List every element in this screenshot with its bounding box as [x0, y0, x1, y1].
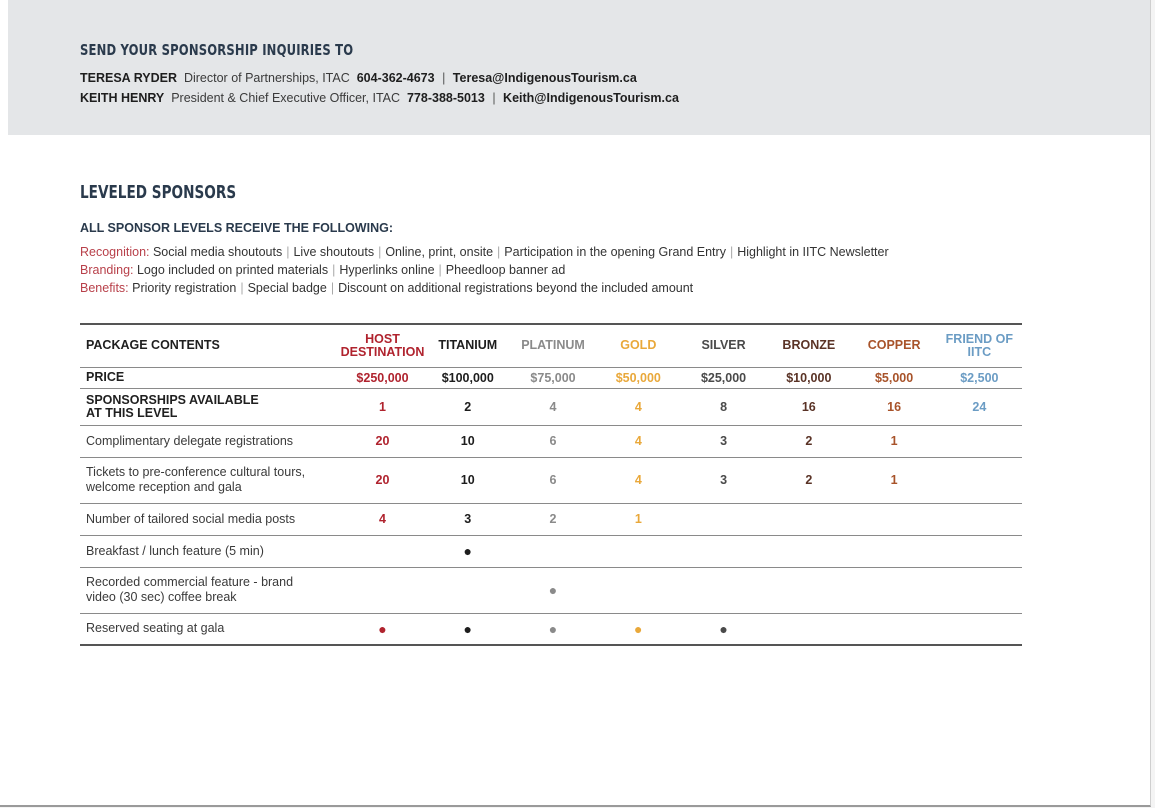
tier-name: FRIEND OF [945, 331, 1014, 346]
row-label [80, 503, 340, 535]
value-cell: 2 [766, 457, 851, 503]
value-cell [851, 567, 936, 613]
contact-keith [80, 91, 679, 105]
availability-label-line: SPONSORSHIPS AVAILABLE [86, 392, 259, 407]
tier-name: BRONZE [782, 338, 836, 353]
included-dot-icon: ● [596, 613, 681, 645]
value-cell [937, 503, 1022, 535]
value-cell: 10 [425, 425, 510, 457]
separator: | [286, 245, 290, 259]
availability-cell: 1 [340, 388, 425, 425]
tier-header [596, 324, 681, 367]
benefit-item: Logo included on printed materials [136, 263, 329, 277]
value-cell: 1 [851, 457, 936, 503]
price-cell: $100,000 [425, 367, 510, 388]
value-cell [596, 567, 681, 613]
contact-name: KEITH HENRY [80, 91, 165, 105]
availability-label [80, 388, 340, 425]
separator: | [240, 281, 244, 295]
value-cell: 6 [510, 425, 595, 457]
value-cell: 2 [510, 503, 595, 535]
tier-header [340, 324, 425, 367]
row-label-line: Breakfast / lunch feature (5 min) [86, 543, 264, 558]
value-cell [851, 613, 936, 645]
row-label [80, 535, 340, 567]
benefit-category-label: Branding: [80, 263, 137, 277]
price-cell: $75,000 [510, 367, 595, 388]
availability-cell: 4 [596, 388, 681, 425]
row-label-line: Complimentary delegate registrations [86, 433, 294, 448]
tier-name-line2: DESTINATION [340, 344, 425, 359]
contact-role: President & Chief Executive Officer, ITAC [171, 91, 401, 105]
benefit-item: Highlight in IITC Newsletter [737, 245, 889, 259]
value-cell [766, 503, 851, 535]
table-row [80, 425, 1022, 457]
availability-cell: 8 [681, 388, 766, 425]
table-row [80, 503, 1022, 535]
price-cell: $2,500 [937, 367, 1022, 388]
separator: | [330, 281, 335, 295]
value-cell [681, 535, 766, 567]
separator: | [378, 245, 382, 259]
availability-cell: 16 [851, 388, 936, 425]
benefit-item: Discount on additional registrations beyond the included amount [338, 281, 694, 295]
package-contents-header: PACKAGE CONTENTS [80, 324, 340, 367]
benefit-line-benefits [80, 281, 693, 295]
table-row [80, 457, 1022, 503]
row-label [80, 425, 340, 457]
price-row [80, 367, 1022, 388]
value-cell: 3 [681, 457, 766, 503]
price-cell: $250,000 [340, 367, 425, 388]
tier-header [766, 324, 851, 367]
value-cell: 4 [596, 425, 681, 457]
value-cell [596, 535, 681, 567]
row-label [80, 567, 340, 613]
benefit-item: Online, print, onsite [385, 245, 494, 259]
tier-name: COPPER [867, 338, 921, 353]
benefit-item: Priority registration [132, 281, 237, 295]
value-cell: 2 [766, 425, 851, 457]
tier-header [937, 324, 1022, 367]
contact-phone[interactable]: 778-388-5013 [406, 91, 485, 105]
contact-phone[interactable]: 604-362-4673 [356, 71, 435, 85]
included-dot-icon: ● [510, 567, 595, 613]
value-cell: 1 [851, 425, 936, 457]
value-cell: 20 [340, 425, 425, 457]
tier-name: PLATINUM [521, 338, 585, 353]
availability-cell: 2 [425, 388, 510, 425]
availability-cell: 4 [510, 388, 595, 425]
tier-name: HOST [365, 331, 400, 346]
included-dot-icon: ● [340, 613, 425, 645]
availability-cell: 24 [937, 388, 1022, 425]
value-cell [425, 567, 510, 613]
price-cell: $5,000 [851, 367, 936, 388]
benefit-item: Participation in the opening Grand Entry [504, 245, 726, 259]
row-label [80, 613, 340, 645]
value-cell: 3 [425, 503, 510, 535]
benefit-line-recognition [80, 245, 889, 259]
value-cell [937, 425, 1022, 457]
value-cell [937, 613, 1022, 645]
benefit-line-branding [80, 263, 565, 277]
table-header-row [80, 324, 1022, 367]
section-subtitle: ALL SPONSOR LEVELS RECEIVE THE FOLLOWING: [80, 221, 393, 235]
package-table [80, 323, 1022, 646]
value-cell: 20 [340, 457, 425, 503]
tier-header [851, 324, 936, 367]
tier-name: SILVER [701, 338, 746, 353]
row-label-line: Tickets to pre-conference cultural tours, [86, 465, 306, 479]
table-row [80, 567, 1022, 613]
separator: | [442, 71, 446, 85]
availability-row [80, 388, 1022, 425]
row-label-line: welcome reception and gala [86, 480, 242, 494]
benefit-item: Live shoutouts [293, 245, 375, 259]
value-cell [766, 535, 851, 567]
tier-header [425, 324, 510, 367]
price-cell: $10,000 [766, 367, 851, 388]
separator: | [729, 245, 734, 259]
benefit-item: Special badge [247, 281, 327, 295]
price-cell: $25,000 [681, 367, 766, 388]
value-cell: 6 [510, 457, 595, 503]
value-cell: 1 [596, 503, 681, 535]
value-cell: 10 [425, 457, 510, 503]
contact-name: TERESA RYDER [80, 71, 178, 85]
tier-header [510, 324, 595, 367]
row-label-line: Number of tailored social media posts [86, 511, 296, 526]
table-row [80, 535, 1022, 567]
included-dot-icon: ● [425, 535, 510, 567]
table-row [80, 613, 1022, 645]
value-cell [766, 613, 851, 645]
value-cell [851, 535, 936, 567]
tier-name-line2: IITC [967, 344, 992, 359]
included-dot-icon: ● [681, 613, 766, 645]
availability-label-line: AT THIS LEVEL [86, 405, 178, 420]
value-cell [681, 567, 766, 613]
section-title: LEVELED SPONSORS [80, 182, 237, 203]
separator: | [497, 245, 501, 259]
value-cell [937, 535, 1022, 567]
value-cell: 3 [681, 425, 766, 457]
value-cell [340, 567, 425, 613]
value-cell [937, 567, 1022, 613]
tier-name: TITANIUM [438, 338, 498, 353]
tier-name: GOLD [620, 338, 657, 353]
benefit-category-label: Recognition: [80, 245, 153, 259]
value-cell [766, 567, 851, 613]
tier-header [681, 324, 766, 367]
benefit-item: Social media shoutouts [152, 245, 283, 259]
inquiries-header [8, 0, 1150, 135]
row-label-line: Reserved seating at gala [86, 621, 225, 636]
value-cell [937, 457, 1022, 503]
included-dot-icon: ● [425, 613, 510, 645]
value-cell [681, 503, 766, 535]
contact-email[interactable]: Teresa@IndigenousTourism.ca [452, 71, 637, 85]
price-cell: $50,000 [596, 367, 681, 388]
row-label-line: Recorded commercial feature - brand [86, 575, 294, 589]
benefit-category-label: Benefits: [80, 281, 133, 295]
price-label: PRICE [80, 367, 340, 388]
contact-email[interactable]: Keith@IndigenousTourism.ca [503, 91, 679, 105]
separator: | [332, 263, 336, 277]
contact-teresa [80, 71, 637, 85]
value-cell [851, 503, 936, 535]
availability-cell: 16 [766, 388, 851, 425]
value-cell [510, 535, 595, 567]
benefit-item: Hyperlinks online [339, 263, 435, 277]
inquiries-title: SEND YOUR SPONSORSHIP INQUIRIES TO [80, 41, 354, 59]
contact-role: Director of Partnerships, ITAC [183, 71, 350, 85]
value-cell: 4 [340, 503, 425, 535]
value-cell [340, 535, 425, 567]
included-dot-icon: ● [510, 613, 595, 645]
row-label-line: video (30 sec) coffee break [86, 590, 237, 604]
benefit-item: Pheedloop banner ad [445, 263, 566, 277]
value-cell: 4 [596, 457, 681, 503]
row-label [80, 457, 340, 503]
separator: | [438, 263, 442, 277]
separator: | [492, 91, 496, 105]
